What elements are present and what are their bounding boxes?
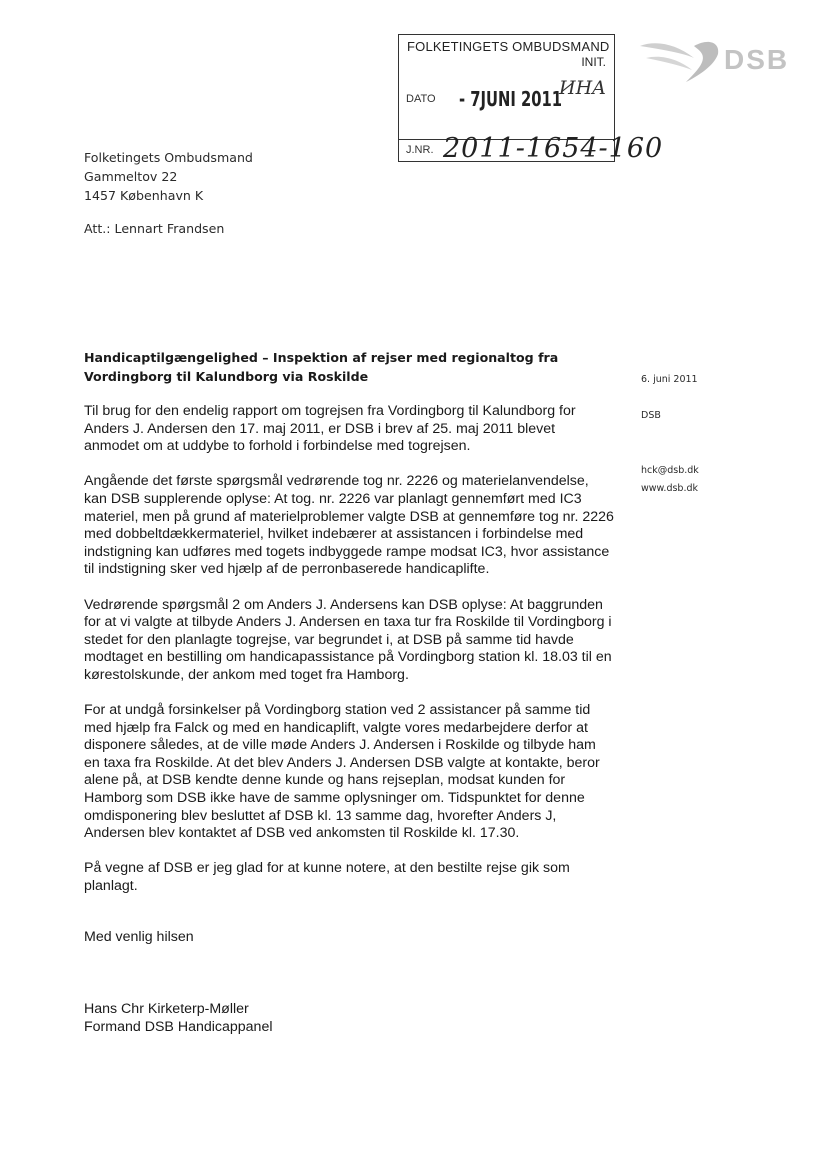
signatory-name: Hans Chr Kirketerp-Møller bbox=[84, 1001, 249, 1017]
signature-block bbox=[84, 1000, 272, 1036]
paragraph-2: Angående det første spørgsmål vedrørende tog nr. 2226 og materielanvendelse, kan DSB supplerende oplyse: At tog. nr. 2226 var planlagt gennemført med IC3 materiel, men på grund af materielproblemer valgte DSB at gennemføre tog nr. 2226 med dobbeltdækkermateriel, hvilket indebærer at assistancen i forbindelse med indstigning kan udføres med togets indbyggede rampe modsat IC3, hvor assistance til indstigning sker ved hjælp af de perronbaserede handicaplifte. bbox=[84, 473, 614, 578]
dsb-logo bbox=[636, 36, 806, 86]
closing-line: Med venlig hilsen bbox=[84, 929, 194, 945]
paragraph-4: For at undgå forsinkelser på Vordingborg station ved 2 assistancer på samme tid med hjælp fra Falck og med en handicaplift, valgte vores medarbejdere derfor at disponere således, at de ville møde Anders J. Andersen i Roskilde og tilbyde ham en taxa fra Roskilde. At det blev Anders J. Andersen DSB valgte at kontakte, beror alene på, at DSB kendte denne kunde og hans rejseplan, modsat kunden for Hamborg som DSB ikke have de samme oplysninger om. Tidspunktet for denne omdisponering blev besluttet af DSB kl. 13 samme dag, hvorefter Anders J, Andersen blev kontaktet af DSB ved ankomsten til Roskilde kl. 17.30. bbox=[84, 702, 600, 842]
sender-email: hck@dsb.dk bbox=[641, 465, 699, 476]
recipient-street: Gammeltov 22 bbox=[84, 169, 178, 184]
recipient-city: 1457 København K bbox=[84, 188, 204, 203]
sender-org: DSB bbox=[641, 410, 661, 421]
stamp-title: FOLKETINGETS OMBUDSMAND bbox=[407, 39, 610, 54]
letter-date: 6. juni 2011 bbox=[641, 374, 698, 385]
signatory-title: Formand DSB Handicappanel bbox=[84, 1019, 273, 1035]
stamp-date-label: DATO bbox=[406, 93, 436, 105]
recipient-name: Folketingets Ombudsmand bbox=[84, 150, 253, 165]
logo-text: DSB bbox=[724, 44, 790, 75]
letter-subject: Handicaptilgængelighed – Inspektion af rejser med regionaltog fra Vordingborg til Kalundborg via Roskilde bbox=[84, 350, 559, 384]
dsb-wing-icon bbox=[636, 36, 726, 86]
paragraph-3: Vedrørende spørgsmål 2 om Anders J. Andersens kan DSB oplyse: At baggrunden for at vi valgte at tilbyde Anders J. Andersen en taxa tur fra Roskilde til Vordingborg i stedet for den planlagte togrejse, var begrundet i, at DSB på samme tid havde modtaget en bestilling om handicapassistance på Vordingborg station kl. 18.03 til en kørestolskunde, der ankom med toget fra Hamborg. bbox=[84, 596, 612, 683]
received-stamp bbox=[398, 34, 664, 164]
stamp-jnr-label: J.NR. bbox=[406, 144, 434, 156]
stamp-initials: ИHA bbox=[559, 77, 606, 99]
recipient-address bbox=[84, 148, 253, 205]
sender-website: www.dsb.dk bbox=[641, 483, 699, 494]
paragraph-5: På vegne af DSB er jeg glad for at kunne notere, at den bestilte rejse gik som planlagt. bbox=[84, 860, 570, 895]
paragraph-1: Til brug for den endelig rapport om togrejsen fra Vordingborg til Kalundborg for Anders J. Andersen den 17. maj 2011, er DSB i brev af 25. maj 2011 blevet anmodet om at uddybe to forhold i forbindelse med togrejsen. bbox=[84, 403, 576, 455]
stamp-jnr-value: 2011-1654-160 bbox=[443, 133, 664, 164]
stamp-date-value: - 7JUNI 2011 bbox=[459, 87, 563, 111]
letter-body bbox=[84, 403, 614, 913]
stamp-init-label: INIT. bbox=[581, 55, 606, 69]
recipient-attention: Att.: Lennart Frandsen bbox=[84, 221, 225, 236]
